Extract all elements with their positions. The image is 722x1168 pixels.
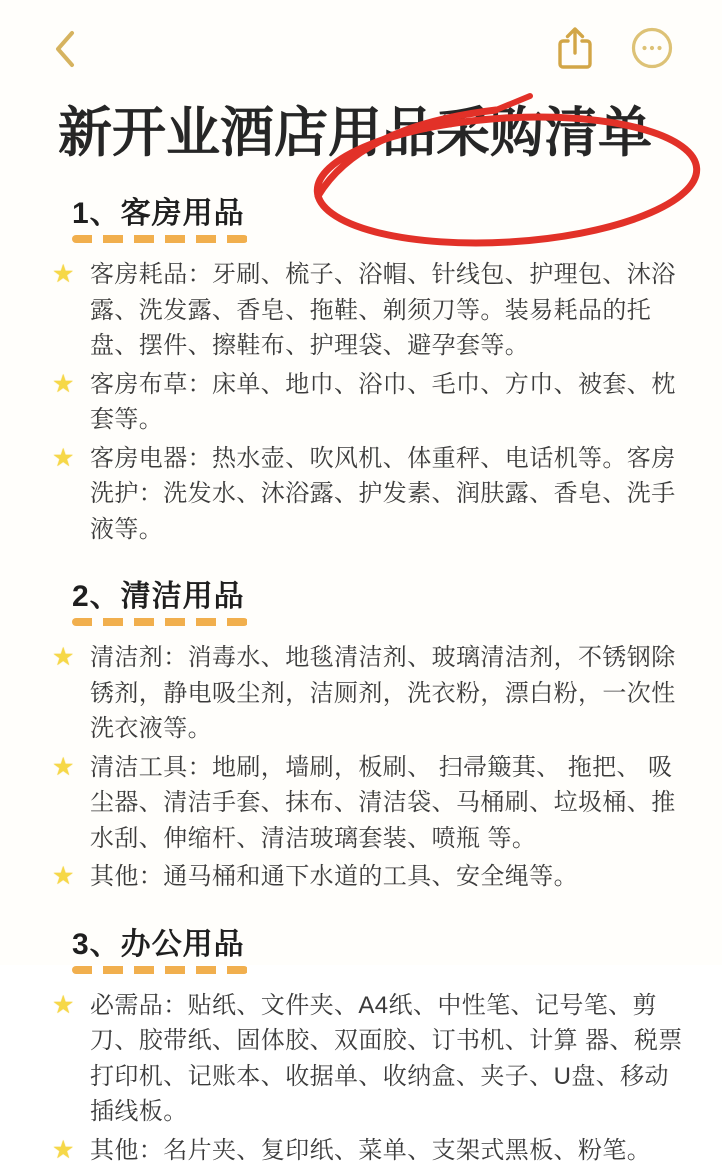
dashed-underline xyxy=(72,618,248,626)
list-item-text: 必需品：贴纸、文件夹、A4纸、中性笔、记号笔、剪刀、胶带纸、固体胶、双面胶、订书机、计算 器、税票打印机、记账本、收据单、收纳盒、夹子、U盘、移动插线板。 xyxy=(90,988,692,1130)
list-item xyxy=(52,441,692,548)
chevron-left-icon xyxy=(52,29,78,69)
star-bullet-icon: ★ xyxy=(52,257,90,292)
list-item xyxy=(52,988,692,1130)
page-title: 新开业酒店用品采购清单 xyxy=(58,102,722,164)
star-bullet-icon: ★ xyxy=(52,750,90,785)
share-button[interactable] xyxy=(554,25,596,74)
star-bullet-icon: ★ xyxy=(52,859,90,894)
list-item xyxy=(52,640,692,747)
star-bullet-icon: ★ xyxy=(52,640,90,675)
section-heading: 2、清洁用品 xyxy=(72,579,248,615)
dashed-underline xyxy=(72,235,248,243)
list-item-text: 客房布草：床单、地巾、浴巾、毛巾、方巾、被套、枕套等。 xyxy=(90,367,692,438)
note-content[interactable] xyxy=(0,196,722,1168)
section-room-supplies xyxy=(52,196,692,547)
star-bullet-icon: ★ xyxy=(52,988,90,1023)
note-title-block xyxy=(0,102,722,164)
section-cleaning-supplies xyxy=(52,579,692,895)
list-item-text: 其他：名片夹、复印纸、菜单、支架式黑板、粉笔。 xyxy=(90,1133,692,1168)
list-item xyxy=(52,257,692,364)
section-heading: 3、办公用品 xyxy=(72,927,248,963)
top-navigation-bar xyxy=(0,0,722,72)
section-heading: 1、客房用品 xyxy=(72,196,248,232)
star-bullet-icon: ★ xyxy=(52,367,90,402)
list-item-text: 清洁工具：地刷，墙刷，板刷、 扫帚簸萁、 拖把、 吸尘器、清洁手套、抹布、清洁袋、马桶刷、垃圾桶、推水刮、伸缩杆、清洁玻璃套装、喷瓶 等。 xyxy=(90,750,692,857)
more-button[interactable] xyxy=(630,26,674,73)
list-item-text: 其他：通马桶和通下水道的工具、安全绳等。 xyxy=(90,859,692,895)
list-item xyxy=(52,1133,692,1168)
star-bullet-icon: ★ xyxy=(52,1133,90,1168)
section-office-supplies xyxy=(52,927,692,1168)
list-item xyxy=(52,367,692,438)
list-item-text: 清洁剂：消毒水、地毯清洁剂、玻璃清洁剂，不锈钢除锈剂，静电吸尘剂，洁厕剂，洗衣粉，漂白粉，一次性洗衣液等。 xyxy=(90,640,692,747)
list-item-text: 客房电器：热水壶、吹风机、体重秤、电话机等。客房洗护：洗发水、沐浴露、护发素、润肤露、香皂、洗手液等。 xyxy=(90,441,692,548)
list-item xyxy=(52,750,692,857)
back-button[interactable] xyxy=(52,29,78,69)
dashed-underline xyxy=(72,966,248,974)
list-item-text: 客房耗品：牙刷、梳子、浴帽、针线包、护理包、沐浴露、洗发露、香皂、拖鞋、剃须刀等。装易耗品的托盘、摆件、擦鞋布、护理袋、避孕套等。 xyxy=(90,257,692,364)
ellipsis-circle-icon xyxy=(630,26,674,73)
list-item xyxy=(52,859,692,895)
star-bullet-icon: ★ xyxy=(52,441,90,476)
share-icon xyxy=(554,25,596,74)
